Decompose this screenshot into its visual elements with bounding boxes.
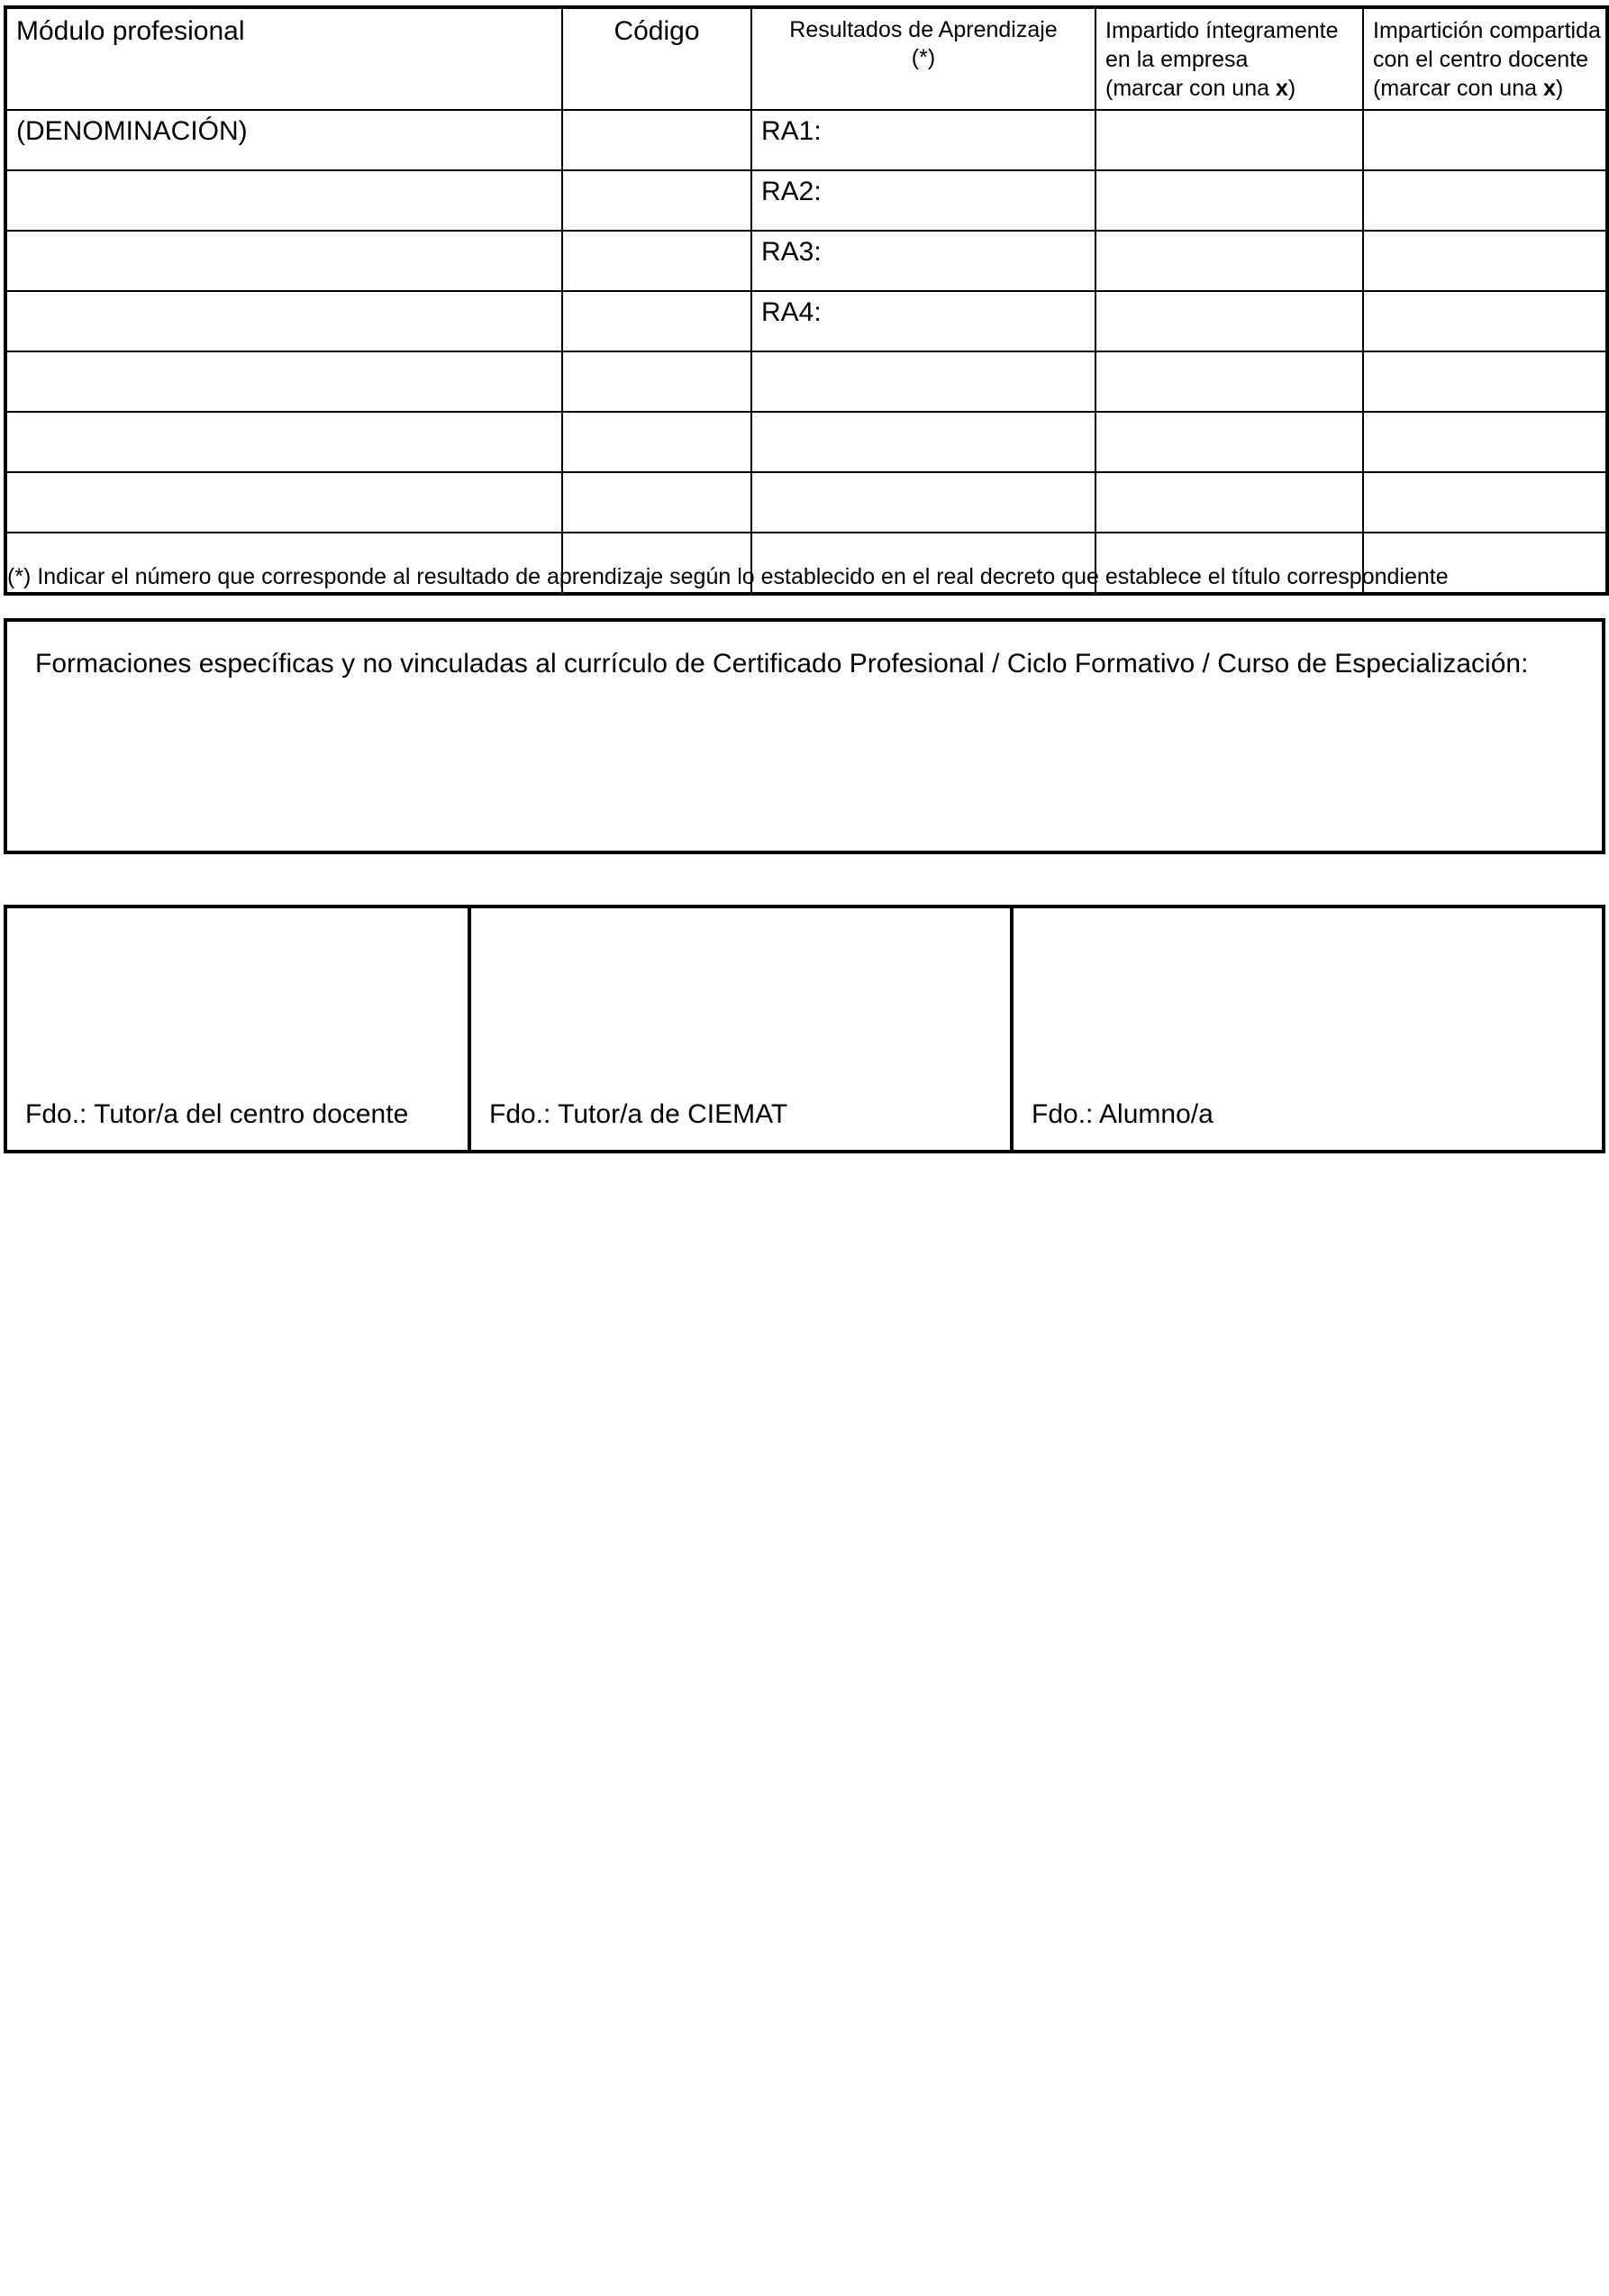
specific-trainings-label: Formaciones específicas y no vinculadas al currículo de Certificado Profesional / Ciclo Formativo / Curso de Especialización: — [35, 649, 1529, 679]
signatures-row — [4, 905, 1605, 1153]
table-header-row — [5, 7, 1607, 110]
header-code: Código — [562, 7, 751, 110]
shared-mark-cell[interactable] — [1363, 231, 1607, 291]
learning-result-cell[interactable]: RA3: — [751, 231, 1095, 291]
code-cell[interactable] — [562, 170, 751, 231]
company-mark-cell[interactable] — [1095, 351, 1363, 412]
module-cell[interactable] — [5, 351, 562, 412]
header-learning-results-line2: (*) — [911, 45, 936, 70]
signature-school-tutor[interactable] — [7, 908, 471, 1150]
header-shared-mark: x — [1542, 76, 1556, 101]
shared-mark-cell[interactable] — [1363, 351, 1607, 412]
company-mark-cell[interactable] — [1095, 110, 1363, 170]
header-company-line3-suffix: ) — [1287, 76, 1296, 101]
specific-trainings-box[interactable] — [4, 618, 1605, 854]
learning-results-footnote: (*) Indicar el número que corresponde al resultado de aprendizaje según lo establecido en el real decreto que establece el título correspondiente — [7, 564, 1449, 589]
table-row — [5, 231, 1607, 291]
code-cell[interactable] — [562, 412, 751, 472]
shared-mark-cell[interactable] — [1363, 472, 1607, 533]
table-row — [5, 170, 1607, 231]
header-module: Módulo profesional — [5, 7, 562, 110]
module-cell[interactable] — [5, 231, 562, 291]
company-mark-cell[interactable] — [1095, 472, 1363, 533]
module-cell[interactable] — [5, 412, 562, 472]
signature-student-label: Fdo.: Alumno/a — [1032, 1099, 1214, 1129]
professional-modules-table — [4, 5, 1609, 596]
header-company-line1: Impartido íntegramente — [1105, 18, 1339, 43]
signature-ciemat-tutor-label: Fdo.: Tutor/a de CIEMAT — [489, 1099, 788, 1129]
learning-result-cell[interactable]: RA2: — [751, 170, 1095, 231]
header-company — [1095, 7, 1363, 110]
table-row — [5, 351, 1607, 412]
learning-result-cell[interactable]: RA1: — [751, 110, 1095, 170]
code-cell[interactable] — [562, 110, 751, 170]
header-company-line3 — [1105, 74, 1362, 103]
code-cell[interactable] — [562, 351, 751, 412]
module-cell[interactable]: (DENOMINACIÓN) — [5, 110, 562, 170]
learning-result-cell[interactable]: RA4: — [751, 291, 1095, 351]
shared-mark-cell[interactable] — [1363, 170, 1607, 231]
code-cell[interactable] — [562, 472, 751, 533]
header-shared-line3 — [1373, 74, 1605, 103]
header-learning-results-line1: Resultados de Aprendizaje — [789, 17, 1058, 42]
learning-result-cell[interactable] — [751, 412, 1095, 472]
header-shared-line3-prefix: (marcar con una — [1373, 76, 1543, 101]
shared-mark-cell[interactable] — [1363, 412, 1607, 472]
header-learning-results — [751, 7, 1095, 110]
header-shared-line1: Impartición compartida — [1373, 18, 1601, 43]
learning-result-cell[interactable] — [751, 472, 1095, 533]
company-mark-cell[interactable] — [1095, 412, 1363, 472]
header-shared-line3-suffix: ) — [1555, 76, 1564, 101]
code-cell[interactable] — [562, 231, 751, 291]
header-company-line2: en la empresa — [1105, 47, 1249, 72]
signature-school-tutor-label: Fdo.: Tutor/a del centro docente — [25, 1099, 409, 1129]
header-shared-line2: con el centro docente — [1373, 47, 1589, 72]
company-mark-cell[interactable] — [1095, 170, 1363, 231]
table-row — [5, 412, 1607, 472]
learning-result-cell[interactable] — [751, 351, 1095, 412]
table-row — [5, 472, 1607, 533]
table-row — [5, 291, 1607, 351]
shared-mark-cell[interactable] — [1363, 291, 1607, 351]
module-cell[interactable] — [5, 170, 562, 231]
shared-mark-cell[interactable] — [1363, 110, 1607, 170]
header-company-mark: x — [1275, 76, 1288, 101]
company-mark-cell[interactable] — [1095, 291, 1363, 351]
module-cell[interactable] — [5, 291, 562, 351]
signature-ciemat-tutor[interactable] — [471, 908, 1014, 1150]
header-shared — [1363, 7, 1607, 110]
code-cell[interactable] — [562, 291, 751, 351]
module-cell[interactable] — [5, 472, 562, 533]
table-row — [5, 110, 1607, 170]
signature-student[interactable] — [1014, 908, 1602, 1150]
header-company-line3-prefix: (marcar con una — [1105, 76, 1276, 101]
company-mark-cell[interactable] — [1095, 231, 1363, 291]
